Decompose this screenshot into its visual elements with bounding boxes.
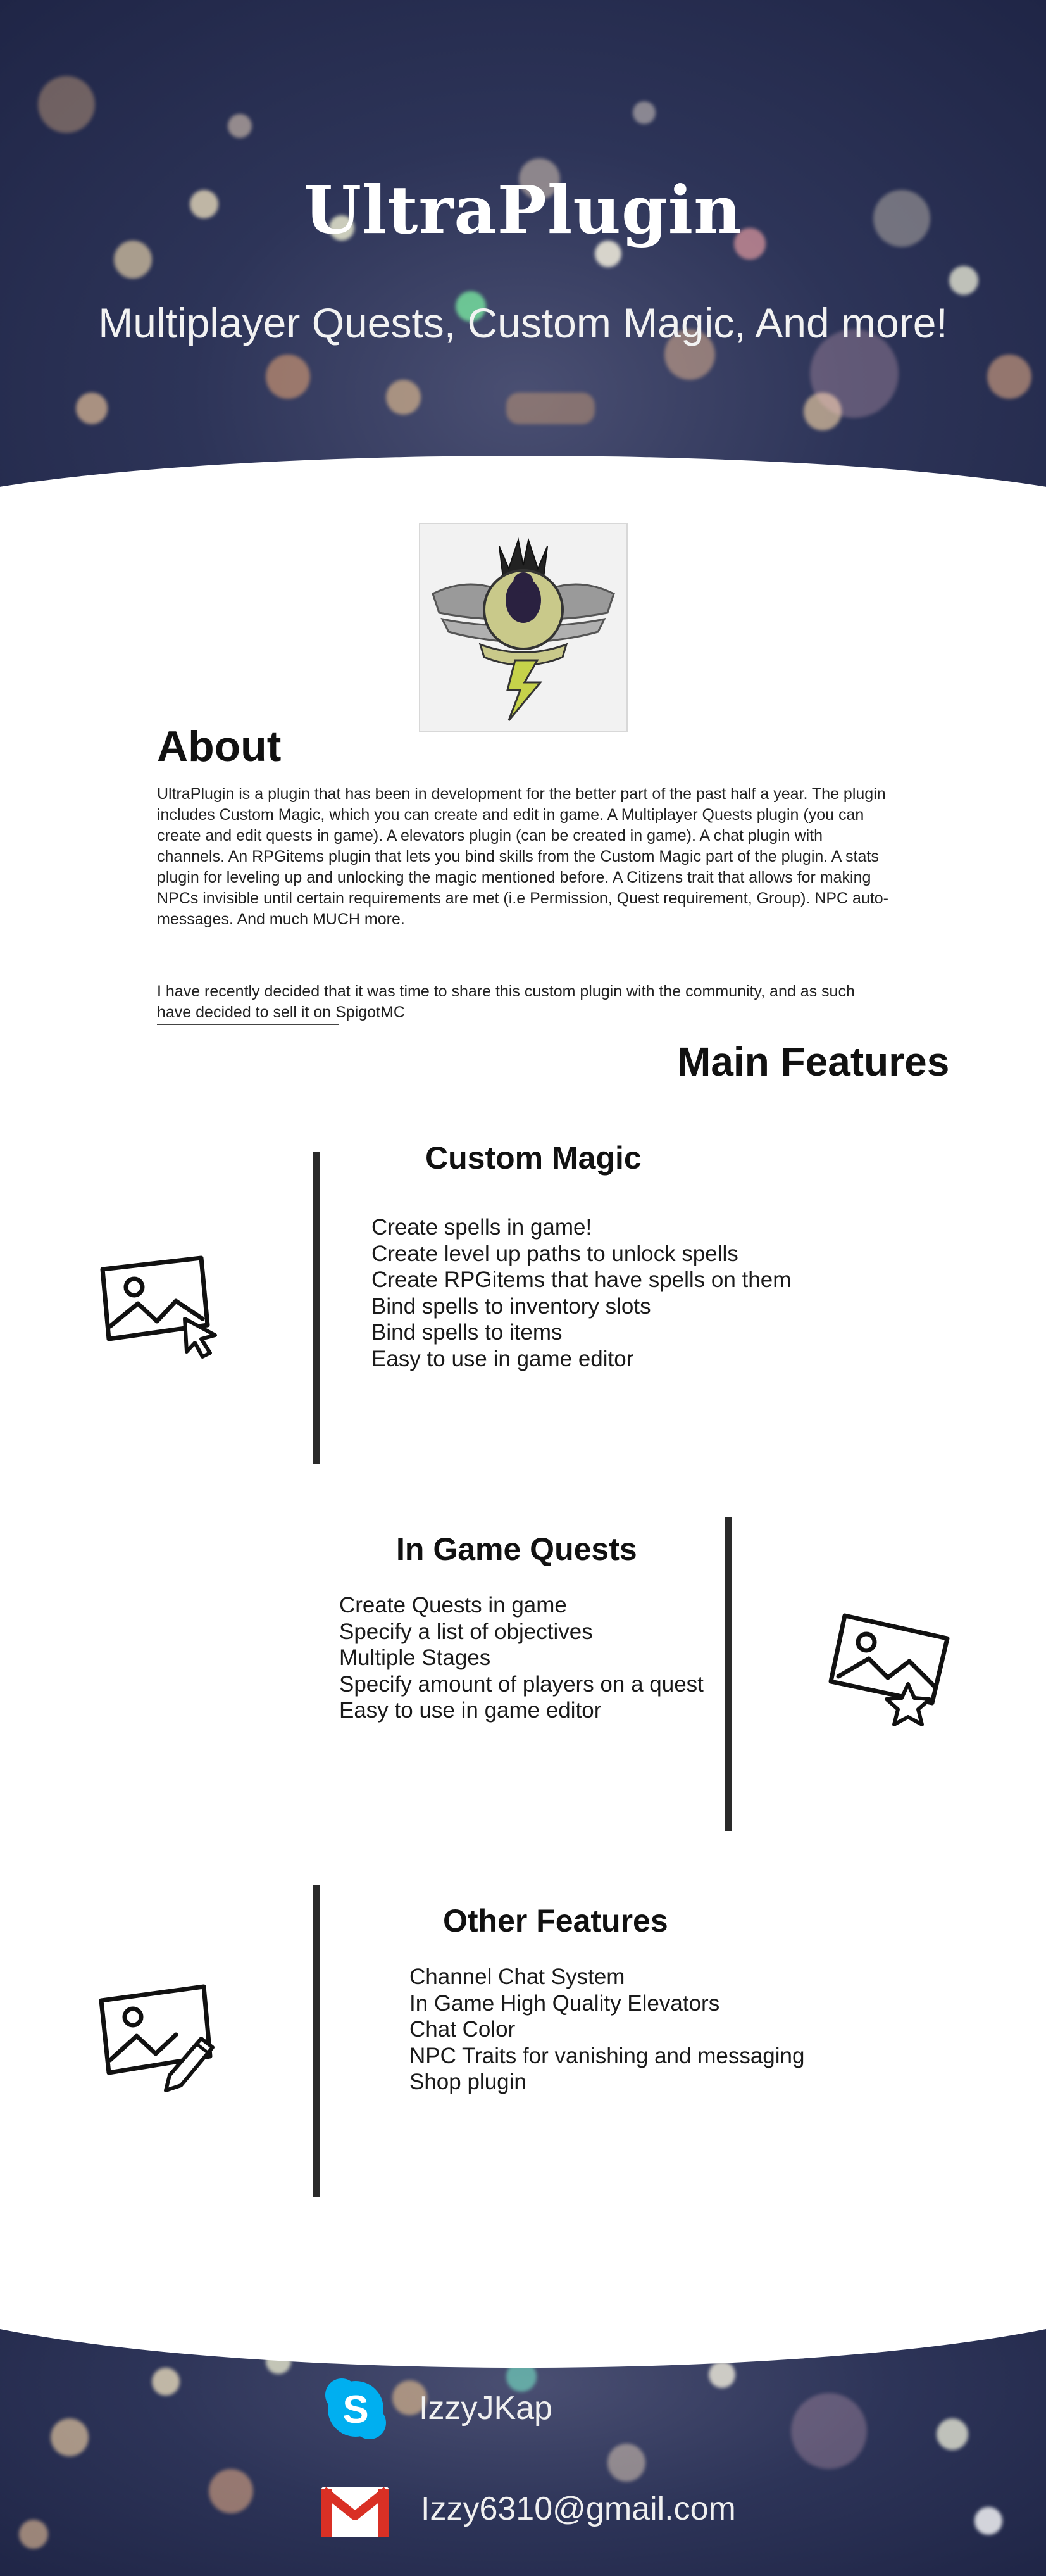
list-item: Bind spells to items [371,1320,563,1345]
about-heading: About [157,722,282,770]
list-item: Easy to use in game editor [371,1346,634,1371]
svg-text:S: S [342,2388,369,2432]
about-paragraph: UltraPlugin is a plugin that has been in development for the better part of the past half a year. The plugin includes Custom Magic, which you can create and edit in game. A Multiplayer Quests plugin (you can create and edit quests in game). A elevators plugin (can be created in game). A chat plugin with channels. An RPGitems plugin that lets you bind skills from the Custom Magic part of the plugin. A stats plugin for leveling up and unlocking the magic mentioned before. A Citizens trait that allows for making NPCs invisible until certain requirements are met (i.e Permission, Quest requirement, Group). NPC auto-messages. And much MUCH more. [157,785,888,928]
feature-divider-bar [313,1885,320,2197]
list-item: Shop plugin [409,2070,526,2094]
list-item: NPC Traits for vanishing and messaging [409,2043,805,2068]
about-paragraph-spigot: I have recently decided that it was time to share this custom plugin with the community, and as such have decided to sell it on SpigotMC [157,983,855,1021]
list-item: Specify a list of objectives [339,1619,593,1644]
list-item: Multiple Stages [339,1645,491,1670]
feature-list [409,1964,804,2095]
list-item: Bind spells to inventory slots [371,1293,651,1319]
feature-title: Custom Magic [425,1140,642,1176]
feature-divider-bar [313,1152,320,1464]
image-pencil-icon [95,1982,221,2095]
list-item: Create RPGitems that have spells on them [371,1267,792,1292]
contact-footer [0,2254,1046,2576]
network-logo-icon [420,524,626,731]
hero-banner [0,0,1046,525]
hero-subtitle: Multiplayer Quests, Custom Magic, And more! [98,299,948,346]
link-underline [157,1024,339,1025]
list-item: Create Quests in game [339,1593,567,1618]
list-item: Create spells in game! [371,1215,592,1240]
email-address[interactable]: Izzy6310@gmail.com [421,2491,736,2527]
list-item: In Game High Quality Elevators [409,1990,720,2016]
feature-list [339,1592,704,1724]
list-item: Easy to use in game editor [339,1698,602,1723]
feature-title: In Game Quests [396,1531,637,1567]
main-features-heading: Main Features [677,1039,950,1084]
skype-icon[interactable] [323,2376,389,2442]
image-cursor-icon [95,1250,221,1361]
hero-wave-divider [0,456,1046,525]
feature-divider-bar [725,1517,732,1831]
list-item: Specify amount of players on a quest [339,1671,704,1697]
gmail-icon[interactable] [320,2485,390,2539]
footer-wave-divider [0,2254,1046,2368]
network-logo [419,523,628,732]
list-item: Channel Chat System [409,1964,625,1989]
skype-username[interactable]: IzzyJKap [419,2390,552,2427]
hero-title: UltraPlugin [304,171,742,249]
list-item: Create level up paths to unlock spells [371,1241,738,1266]
feature-title: Other Features [443,1903,668,1938]
list-item: Chat Color [409,2017,516,2042]
image-star-icon [826,1608,959,1735]
feature-list [371,1214,791,1372]
